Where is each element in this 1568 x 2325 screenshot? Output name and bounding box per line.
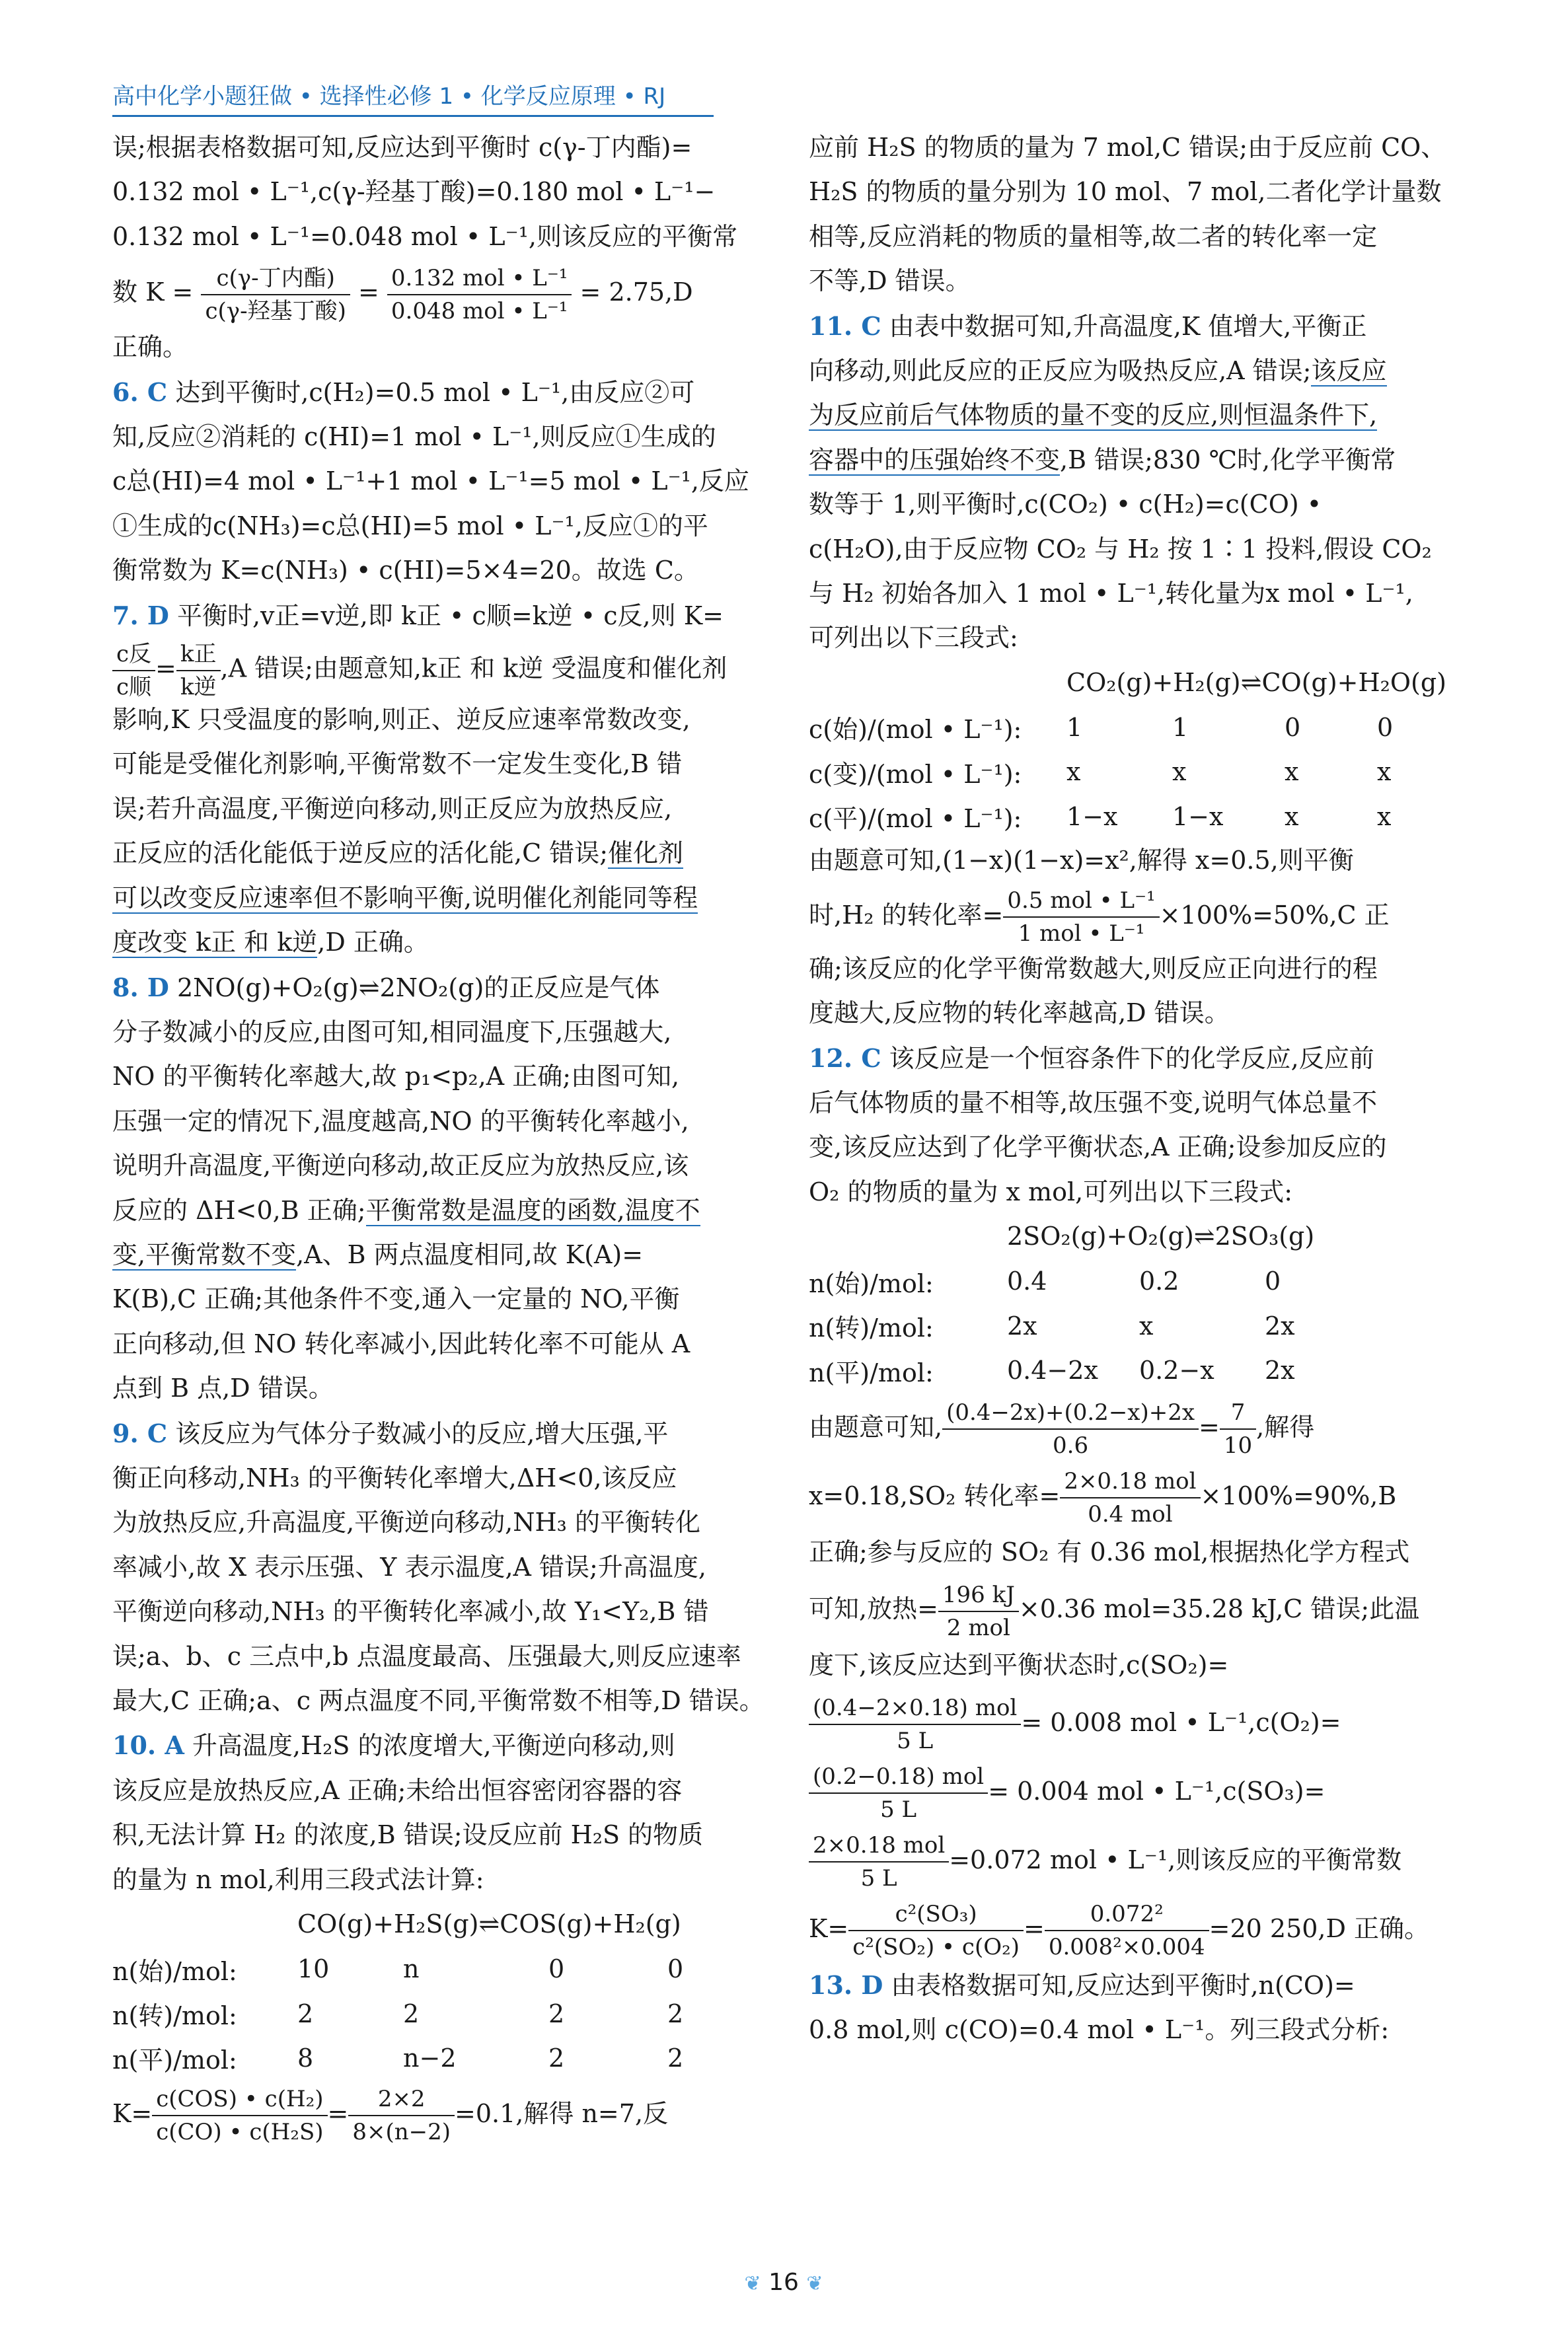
text-line: 误;a、b、c 三点中,b 点温度最高、压强最大,则反应速率 xyxy=(112,1641,741,1671)
formula-line xyxy=(809,1688,1470,1757)
three-stage-table xyxy=(112,1946,683,2080)
text-line: 不等,D 错误。 xyxy=(809,266,971,296)
table-row xyxy=(809,1348,1295,1392)
text: ,解得 xyxy=(1256,1412,1315,1442)
fraction xyxy=(1003,885,1159,949)
text: ×100%=90%,B xyxy=(1200,1481,1397,1510)
text: 时,H₂ 的转化率= xyxy=(809,900,1004,930)
question-number: 6. C xyxy=(112,377,168,407)
row-label: c(平)/(mol • L⁻¹): xyxy=(809,804,1022,834)
text-line xyxy=(112,1189,773,1233)
question-number: 12. C xyxy=(809,1043,881,1073)
cell: 8 xyxy=(297,2043,314,2073)
underlined-text: 可以改变反应速率但不影响平衡,说明催化剂能同等程 xyxy=(112,883,698,912)
denominator: 0.048 mol • L⁻¹ xyxy=(391,297,568,324)
reaction-equation: CO₂(g)+H₂(g)⇌CO(g)+H₂O(g) xyxy=(1066,667,1447,697)
cell: 2 xyxy=(548,1999,565,2028)
text-line: 衡正向移动,NH₃ 的平衡转化率增大,ΔH<0,该反应 xyxy=(112,1463,677,1493)
cell: x xyxy=(1285,757,1299,787)
text-line xyxy=(809,393,1470,437)
formula-line xyxy=(809,1826,1470,1894)
answer-10 xyxy=(112,1723,773,1768)
text-line: 衡常数为 K=c(NH₃) • c(HI)=5×4=20。故选 C。 xyxy=(112,556,699,585)
conversion-formula xyxy=(809,883,1470,947)
answer-8 xyxy=(112,965,773,1010)
fraction xyxy=(848,1898,1024,1963)
left-column xyxy=(112,126,773,2147)
table-row xyxy=(112,1946,683,1991)
numerator: k正 xyxy=(176,638,221,671)
fraction xyxy=(809,1829,949,1894)
numerator: c²(SO₃) xyxy=(848,1898,1024,1931)
underlined-text: 该反应 xyxy=(1311,356,1387,386)
denominator: 5 L xyxy=(897,1728,934,1755)
rate-constant-formula: $\frac{\text{c反}}{\text{c顺}}$ = $\frac{\text{k正}}{\text{k逆}}$ ,A 错误;由题意知,k正 和 k逆 受温度和催化剂 xyxy=(112,638,773,698)
table-row xyxy=(112,2036,683,2080)
denominator: 5 L xyxy=(880,1796,917,1824)
text-line: 可列出以下三段式: xyxy=(809,623,1018,653)
row-label: n(平)/mol: xyxy=(809,1358,934,1387)
underlined-text: 容器中的压强始终不变 xyxy=(809,445,1061,474)
text-line: 为放热反应,升高温度,平衡逆向移动,NH₃ 的平衡转化 xyxy=(112,1508,700,1537)
numerator: 196 kJ xyxy=(938,1579,1019,1612)
denominator: c²(SO₂) • c(O₂) xyxy=(852,1934,1020,1961)
fraction xyxy=(387,262,572,327)
fraction xyxy=(201,262,350,327)
cell: 2x xyxy=(1265,1356,1295,1385)
fraction xyxy=(1045,1898,1209,1963)
numerator: 7 xyxy=(1220,1397,1256,1430)
text: = 0.008 mol • L⁻¹,c(O₂)= xyxy=(1021,1707,1341,1737)
text-line: 相等,反应消耗的物质的量相等,故二者的转化率一定 xyxy=(809,221,1378,251)
fraction xyxy=(938,1579,1019,1644)
denominator: c(γ-羟基丁酸) xyxy=(205,297,346,324)
table-row xyxy=(809,705,1393,749)
denominator: c顺 xyxy=(116,674,152,701)
text: 2NO(g)+O₂(g)⇌2NO₂(g)的正反应是气体 xyxy=(168,973,660,1002)
table-row xyxy=(112,1991,683,2036)
text-line: 度下,该反应达到平衡状态时,c(SO₂)= xyxy=(809,1650,1229,1680)
text-line: NO 的平衡转化率越大,故 p₁<p₂,A 正确;由图可知, xyxy=(112,1062,680,1091)
text-line xyxy=(809,438,1470,482)
fraction xyxy=(348,2083,455,2148)
cell: 0.4 xyxy=(1007,1267,1047,1296)
denominator: 10 xyxy=(1223,1432,1253,1459)
text: =0.072 mol • L⁻¹,则该反应的平衡常数 xyxy=(949,1845,1402,1874)
text-line: 0.8 mol,则 c(CO)=0.4 mol • L⁻¹。列三段式分析: xyxy=(809,2015,1390,2045)
cell: x xyxy=(1377,757,1392,787)
cell: 2 xyxy=(667,1999,684,2028)
text: 达到平衡时,c(H₂)=0.5 mol • L⁻¹,由反应②可 xyxy=(167,377,695,407)
cell: n xyxy=(403,1954,420,1984)
three-stage-table xyxy=(809,705,1393,838)
text-line: 的量为 n mol,利用三段式法计算: xyxy=(112,1864,484,1894)
underlined-text: 度改变 k正 和 k逆 xyxy=(112,928,318,957)
numerator: (0.4−2x)+(0.2−x)+2x xyxy=(942,1397,1199,1430)
numerator: (0.2−0.18) mol xyxy=(809,1761,988,1794)
cell: x xyxy=(1066,757,1081,787)
text-line: 应前 H₂S 的物质的量为 7 mol,C 错误;由于反应前 CO、 xyxy=(809,133,1446,162)
denominator: 5 L xyxy=(860,1865,897,1892)
text-line: ①生成的c(NH₃)=c总(HI)=5 mol • L⁻¹,反应①的平 xyxy=(112,511,708,540)
reaction-equation: 2SO₂(g)+O₂(g)⇌2SO₃(g) xyxy=(1007,1222,1315,1251)
text-line: 确;该反应的化学平衡常数越大,则反应正向进行的程 xyxy=(809,953,1378,983)
question-number: 8. D xyxy=(112,972,169,1002)
text: 该反应是一个恒容条件下的化学反应,反应前 xyxy=(881,1043,1374,1073)
question-number: 13. D xyxy=(809,1970,883,2000)
text-line: 点到 B 点,D 错误。 xyxy=(112,1374,334,1403)
text: ,D 正确。 xyxy=(317,928,429,957)
text: 正反应的活化能低于逆反应的活化能,C 错误; xyxy=(112,838,609,868)
answer-7 xyxy=(112,593,773,638)
answer-12 xyxy=(809,1036,1470,1081)
text: 反应的 ΔH<0,B 正确; xyxy=(112,1195,366,1225)
cell: 2x xyxy=(1007,1311,1037,1341)
cell: 0 xyxy=(1377,712,1394,742)
page-number: 16 xyxy=(768,2269,799,2296)
cell: 0 xyxy=(667,1954,684,1984)
denominator: 2 mol xyxy=(946,1614,1010,1641)
cell: 1 xyxy=(1066,712,1083,742)
cell: x xyxy=(1285,801,1299,831)
fraction xyxy=(1220,1397,1256,1461)
cell: 0.2 xyxy=(1139,1267,1179,1296)
text: 由表格数据可知,反应达到平衡时,n(CO)= xyxy=(883,1970,1355,2000)
formula-suffix: = 2.75,D xyxy=(579,277,693,307)
underlined-text: 为反应前后气体物质的量不变的反应,则恒温条件下, xyxy=(809,400,1378,430)
text-line: 知,反应②消耗的 c(HI)=1 mol • L⁻¹,则反应①生成的 xyxy=(112,422,716,452)
question-number: 9. C xyxy=(112,1418,168,1448)
cell: 2x xyxy=(1265,1311,1295,1341)
page-number-decoration-icon: ❦ xyxy=(806,2272,823,2295)
text-line: 正确。 xyxy=(112,332,188,362)
text-line: 后气体物质的量不相等,故压强不变,说明气体总量不 xyxy=(809,1088,1378,1118)
fraction xyxy=(809,1692,1021,1757)
table-row xyxy=(809,1259,1295,1304)
text: 由题意可知, xyxy=(809,1412,943,1442)
text: 由表中数据可知,升高温度,K 值增大,平衡正 xyxy=(881,311,1367,341)
formula-line xyxy=(809,1757,1470,1826)
fraction xyxy=(152,2083,327,2148)
cell: x xyxy=(1377,801,1392,831)
fraction xyxy=(176,638,221,703)
text: 平衡时,v正=v逆,即 k正 • c顺=k逆 • c反,则 K= xyxy=(168,601,724,630)
row-label: n(始)/mol: xyxy=(809,1269,934,1298)
denominator: c(CO) • c(H₂S) xyxy=(156,2119,324,2146)
text-line: H₂S 的物质的量分别为 10 mol、7 mol,二者化学计量数 xyxy=(809,177,1442,207)
numerator: 2×0.18 mol xyxy=(1060,1465,1200,1498)
reaction-equation: CO(g)+H₂S(g)⇌COS(g)+H₂(g) xyxy=(297,1909,681,1939)
text-line: 数等于 1,则平衡时,c(CO₂) • c(H₂)=c(CO) • xyxy=(809,490,1322,519)
text-line: 平衡逆向移动,NH₃ 的平衡转化率减小,故 Y₁<Y₂,B 错 xyxy=(112,1597,709,1627)
text: ,A、B 两点温度相同,故 K(A)= xyxy=(296,1239,644,1269)
text-line: 0.132 mol • L⁻¹,c(γ-羟基丁酸)=0.180 mol • L⁻¹− xyxy=(112,177,716,207)
text-line: 由题意可知,(1−x)(1−x)=x²,解得 x=0.5,则平衡 xyxy=(809,846,1354,875)
cell: 2 xyxy=(548,2043,565,2073)
numerator: (0.4−2×0.18) mol xyxy=(809,1692,1021,1725)
text-line: 说明升高温度,平衡逆向移动,故正反应为放热反应,该 xyxy=(112,1151,689,1181)
formula-line xyxy=(809,1461,1470,1530)
row-label: c(始)/(mol • L⁻¹): xyxy=(809,715,1022,745)
answer-13 xyxy=(809,1963,1470,2008)
text-line: 变,该反应达到了化学平衡状态,A 正确;设参加反应的 xyxy=(809,1132,1387,1162)
cell: 0 xyxy=(1265,1267,1281,1296)
fraction xyxy=(1060,1465,1200,1530)
three-stage-table xyxy=(809,1259,1295,1393)
equilibrium-constant-formula: 数 K = $\frac{\text{c(γ-丁内酯)}}{\text{c(γ-羟基丁酸)}}$ = $\frac{\text{0.132 mol • L⁻¹}}{\text{0.048 mol • L⁻¹}}$ = 2.75,D xyxy=(112,259,773,325)
cell: x xyxy=(1172,757,1187,787)
text: 向移动,则此反应的正反应为吸热反应,A 错误; xyxy=(809,356,1312,386)
text-line: 正向移动,但 NO 转化率减小,因此转化率不可能从 A xyxy=(112,1329,691,1358)
text-line xyxy=(112,876,773,920)
answer-9 xyxy=(112,1411,773,1456)
fraction xyxy=(809,1761,988,1826)
denominator: 0.008²×0.004 xyxy=(1048,1934,1205,1961)
formula-prefix: K= xyxy=(809,1913,849,1943)
denominator: k逆 xyxy=(180,674,217,701)
text-line: 分子数减小的反应,由图可知,相同温度下,压强越大, xyxy=(112,1017,672,1047)
row-label: n(始)/mol: xyxy=(112,1956,237,1986)
cell: 2 xyxy=(667,2043,684,2073)
row-label: n(转)/mol: xyxy=(809,1313,934,1343)
question-number: 7. D xyxy=(112,600,169,630)
numerator: 0.5 mol • L⁻¹ xyxy=(1003,885,1159,918)
text-line: 最大,C 正确;a、c 两点温度不同,平衡常数不相等,D 错误。 xyxy=(112,1686,765,1715)
text: 可知,放热= xyxy=(809,1594,938,1624)
text-line: 0.132 mol • L⁻¹=0.048 mol • L⁻¹,则该反应的平衡常 xyxy=(112,221,737,251)
table-row xyxy=(809,1304,1295,1348)
text-line: 与 H₂ 初始各加入 1 mol • L⁻¹,转化量为x mol • L⁻¹, xyxy=(809,579,1413,609)
row-label: n(转)/mol: xyxy=(112,2001,237,2031)
cell: 1−x xyxy=(1172,801,1224,831)
cell: 0 xyxy=(1285,712,1301,742)
formula-line xyxy=(809,1574,1470,1643)
underlined-text: 平衡常数是温度的函数,温度不 xyxy=(365,1195,700,1225)
row-label: n(平)/mol: xyxy=(112,2046,237,2075)
table-row xyxy=(809,750,1393,794)
numerator: 0.132 mol • L⁻¹ xyxy=(387,262,572,295)
equilibrium-constant-formula: K= $\frac{\text{c²(SO₃)}}{\text{c²(SO₂) • c(O₂)}}$ = $\frac{\text{0.072²}}{\text{0.008²×0.004}}$ =20 250,D 正确。 xyxy=(809,1894,1470,1963)
cell: 2 xyxy=(403,1999,420,2028)
text-line: 误;根据表格数据可知,反应达到平衡时 c(γ-丁内酯)= xyxy=(112,133,692,162)
numerator: 2×2 xyxy=(348,2083,455,2116)
right-column xyxy=(809,126,1470,2053)
answer-6 xyxy=(112,370,773,415)
underlined-text: 变,平衡常数不变 xyxy=(112,1239,297,1269)
text-line xyxy=(112,831,773,875)
denominator: 1 mol • L⁻¹ xyxy=(1018,920,1145,947)
answer-11 xyxy=(809,304,1470,349)
denominator: 0.4 mol xyxy=(1088,1501,1173,1528)
table-row xyxy=(809,794,1393,838)
text-line: c(H₂O),由于反应物 CO₂ 与 H₂ 按 1∶1 投料,假设 CO₂ xyxy=(809,534,1432,564)
formula-suffix: =0.1,解得 n=7,反 xyxy=(455,2098,669,2128)
cell: 1 xyxy=(1172,712,1189,742)
page-footer xyxy=(718,2263,850,2303)
formula-suffix: =20 250,D 正确。 xyxy=(1209,1913,1430,1943)
formula-prefix: K= xyxy=(112,2098,153,2128)
text: 该反应为气体分子数减小的反应,增大压强,平 xyxy=(167,1419,669,1448)
text-line: 度越大,反应物的转化率越高,D 错误。 xyxy=(809,998,1230,1028)
numerator: c(COS) • c(H₂) xyxy=(152,2083,327,2116)
cell: 0.4−2x xyxy=(1007,1356,1098,1385)
text-line: 正确;参与反应的 SO₂ 有 0.36 mol,根据热化学方程式 xyxy=(809,1537,1410,1567)
text: ×0.36 mol=35.28 kJ,C 错误;此温 xyxy=(1018,1594,1420,1624)
text: = 0.004 mol • L⁻¹,c(SO₃)= xyxy=(988,1776,1325,1806)
formula-line xyxy=(809,1393,1470,1461)
text-line xyxy=(809,349,1470,393)
text-line xyxy=(112,920,773,965)
question-number: 10. A xyxy=(112,1730,184,1761)
text-line: 影响,K 只受温度的影响,则正、逆反应速率常数改变, xyxy=(112,705,691,735)
text-line: 压强一定的情况下,温度越高,NO 的平衡转化率越小, xyxy=(112,1106,689,1136)
text-line: 该反应是放热反应,A 正确;未给出恒容密闭容器的容 xyxy=(112,1775,683,1805)
text-line xyxy=(112,1233,773,1277)
running-header: 高中化学小题狂做 • 选择性必修 1 • 化学反应原理 • RJ xyxy=(112,78,714,117)
text-line: 误;若升高温度,平衡逆向移动,则正反应为放热反应, xyxy=(112,793,673,823)
text: 升高温度,H₂S 的浓度增大,平衡逆向移动,则 xyxy=(184,1731,675,1761)
page-number-decoration-icon: ❦ xyxy=(744,2272,761,2295)
text-line: 积,无法计算 H₂ 的浓度,B 错误;设反应前 H₂S 的物质 xyxy=(112,1820,704,1850)
formula-prefix: 数 K = xyxy=(112,277,194,307)
fraction xyxy=(942,1397,1199,1461)
text-line: 率减小,故 X 表示压强、Y 表示温度,A 错误;升高温度, xyxy=(112,1552,706,1582)
question-number: 11. C xyxy=(809,311,881,341)
numerator: c(γ-丁内酯) xyxy=(201,262,350,295)
cell: 0 xyxy=(548,1954,565,1984)
text-line: c总(HI)=4 mol • L⁻¹+1 mol • L⁻¹=5 mol • L⁻¹,反应 xyxy=(112,466,749,496)
text: ,B 错误;830 ℃时,化学平衡常 xyxy=(1060,445,1396,474)
row-label: c(变)/(mol • L⁻¹): xyxy=(809,759,1022,789)
equilibrium-constant-formula: K= $\frac{\text{c(COS) • c(H₂)}}{\text{c(CO) • c(H₂S)}}$ = $\frac{2\times 2}{8\times(n-2)}$ =0.1,解得 n=7,反 xyxy=(112,2081,773,2147)
text-line: 可能是受催化剂影响,平衡常数不一定发生变化,B 错 xyxy=(112,749,683,779)
cell: n−2 xyxy=(403,2043,457,2073)
denominator: 0.6 xyxy=(1053,1432,1089,1459)
denominator: 8×(n−2) xyxy=(352,2119,451,2146)
underlined-text: 催化剂 xyxy=(608,838,684,868)
cell: 2 xyxy=(297,1999,314,2028)
cell: 1−x xyxy=(1066,801,1118,831)
text: = xyxy=(1199,1412,1220,1442)
text: x=0.18,SO₂ 转化率= xyxy=(809,1481,1061,1510)
text: ,A 错误;由题意知,k正 和 k逆 受温度和催化剂 xyxy=(220,653,728,683)
numerator: c反 xyxy=(112,638,155,671)
numerator: 0.072² xyxy=(1045,1898,1209,1931)
text: ×100%=50%,C 正 xyxy=(1159,900,1390,930)
numerator: 2×0.18 mol xyxy=(809,1829,949,1863)
text-line: K(B),C 正确;其他条件不变,通入一定量的 NO,平衡 xyxy=(112,1284,680,1314)
cell: x xyxy=(1139,1311,1154,1341)
cell: 10 xyxy=(297,1954,330,1984)
fraction xyxy=(112,638,155,703)
text-line: O₂ 的物质的量为 x mol,可列出以下三段式: xyxy=(809,1177,1293,1206)
cell: 0.2−x xyxy=(1139,1356,1214,1385)
